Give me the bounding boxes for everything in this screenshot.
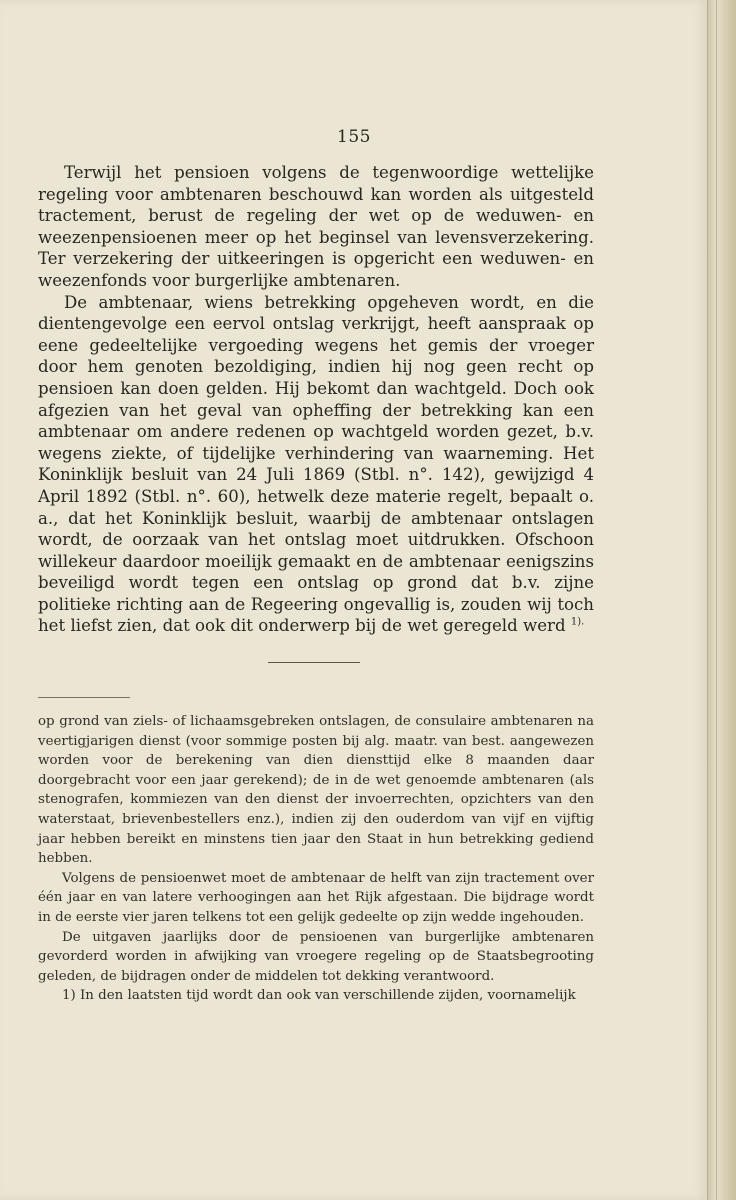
book-edge	[707, 0, 736, 1200]
note-paragraph: De uitgaven jaarlijks door de pensioenen van burgerlijke ambtenaren gevorderd worden in afwijking van vroegere regeling op de Staatsbegrooting geleden, de bijdragen onder de middelen tot dekking verantwoord.	[38, 929, 594, 984]
paragraph	[38, 292, 594, 638]
footnote-reference: 1).	[570, 616, 585, 628]
main-text	[38, 162, 594, 637]
footnote-rule	[38, 697, 130, 698]
note-paragraph: op grond van ziels- of lichaamsgebreken ontslagen, de consulaire ambtenaren na veertigjarigen dienst (voor sommige posten bij alg. maatr. van best. aangewezen worden voor de berekening van dien diensttijd elke 8 maanden daar doorgebracht voor een jaar gerekend); de in de wet genoemde ambtenaren (als stenografen, kommiezen van den dienst der invoerrechten, opzichters van den waterstaat, brievenbestellers enz.), indien zij den ouderdom van vijf en vijftig jaar hebben bereikt en minstens tien jaar den Staat in hun betrekking gediend hebben.	[38, 714, 594, 867]
page-number: 155	[337, 127, 371, 147]
paragraph: Terwijl het pensioen volgens de tegenwoordige wettelijke regeling voor ambtenaren beschouwd kan worden als uitgesteld tractement, berust de regeling der wet op de weduwen- en weezenpensioenen meer op het beginsel van levensverzekering. Ter verzekering der uitkeeringen is opgericht een weduwen- en weezenfonds voor burgerlijke ambtenaren.	[38, 163, 594, 290]
section-divider	[268, 662, 360, 663]
note-paragraph: Volgens de pensioenwet moet de ambtenaar de helft van zijn tractement over één jaar en van latere verhoogingen aan het Rijk afgestaan. Die bijdrage wordt in de eerste vier jaren telkens tot een gelijk gedeelte op zijn wedde ingehouden.	[38, 870, 594, 925]
footnotes	[38, 712, 594, 1006]
paragraph-text: De ambtenaar, wiens betrekking opgeheven wordt, en die dientengevolge een eervol ontslag verkrijgt, heeft aanspraak op eene gedeeltelijke vergoeding wegens het gemis der vroeger door hem genoten bezoldiging, indien hij nog geen recht op pensioen kan doen gelden. Hij bekomt dan wachtgeld. Doch ook afgezien van het geval van opheffing der betrekking kan een ambtenaar om andere redenen op wachtgeld worden gezet, b.v. wegens ziekte, of tijdelijke verhindering van waarneming. Het Koninklijk besluit van 24 Juli 1869 (Stbl. n°. 142), gewijzigd 4 April 1892 (Stbl. n°. 60), hetwelk deze materie regelt, bepaalt o. a., dat het Koninklijk besluit, waarbij de ambtenaar ontslagen wordt, de oorzaak van het ontslag moet uitdrukken. Ofschoon willekeur daardoor moeilijk gemaakt en de ambtenaar eenigszins beveiligd wordt tegen een ontslag op grond dat b.v. zijne politieke richting aan de Regeering ongevallig is, zouden wij toch het liefst zien, dat ook dit onderwerp bij de wet geregeld werd	[38, 292, 594, 636]
footnote-1: 1) In den laatsten tijd wordt dan ook van verschillende zijden, voornamelijk	[62, 988, 576, 1004]
